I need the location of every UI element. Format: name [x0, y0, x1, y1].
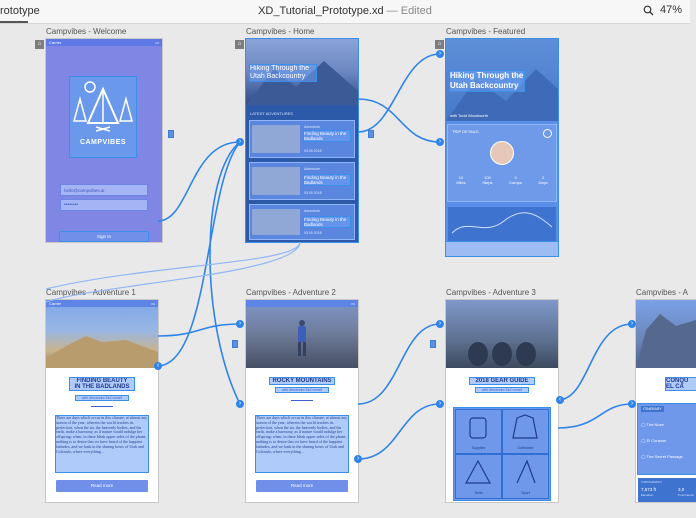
stat-item: 100 Steps: [482, 175, 493, 185]
pin-icon: ◯: [641, 438, 646, 443]
wire-handle[interactable]: ‹: [154, 362, 162, 370]
hero-heading: Hiking Through the Utah Backcountry: [250, 65, 316, 81]
prominence-value: 3,0: [678, 487, 685, 492]
wire-handle[interactable]: ‹: [556, 396, 564, 404]
flow-link-badge[interactable]: [430, 340, 436, 348]
wire-home-adv2: [158, 142, 240, 366]
card-tag: Adventure: [304, 167, 320, 171]
wire-adv3-adv4: [558, 404, 632, 428]
adventure-heading: ROCKY MOUNTAINS: [270, 378, 334, 384]
featured-heading: Hiking Through the Utah Backcountry: [450, 71, 524, 90]
read-more-button[interactable]: Read more: [256, 480, 348, 492]
prototype-wires: [0, 24, 690, 518]
battery-icon: ▭: [151, 301, 155, 306]
wire-home-adv1: [210, 142, 240, 404]
artboard-title-adventure-4[interactable]: Campvibes - A: [636, 288, 689, 297]
stat-item: 10 Miles: [456, 175, 466, 185]
wire-featured-back: [358, 99, 440, 142]
home-icon[interactable]: ⌂: [235, 40, 244, 49]
battery-icon: ▭: [351, 301, 355, 306]
wire-home-back: [46, 242, 300, 289]
latest-adventures-label: LATEST ADVENTURES: [250, 111, 293, 116]
carrier-label: Carrier: [49, 301, 62, 306]
prominence-label: Prominence: [678, 493, 695, 497]
active-mode-underline: [0, 21, 28, 23]
gear-label: Supplies: [471, 446, 486, 450]
app-toolbar: [0, 0, 690, 24]
itinerary-stop[interactable]: ◯ The Secret Passage: [641, 454, 683, 459]
wire-handle[interactable]: ›: [236, 138, 244, 146]
card-date: 03.09.2018: [304, 149, 322, 153]
pin-icon: ◯: [641, 454, 646, 459]
wire-home-back-2: [46, 242, 300, 302]
artboard-title-adventure-1[interactable]: Campvibes - Adventure 1: [46, 288, 136, 297]
search-icon[interactable]: [643, 5, 654, 16]
gear-label: Outerwear: [517, 446, 534, 450]
home-icon[interactable]: ⌂: [435, 40, 444, 49]
topography-label: TOPOGRAPHY: [641, 480, 663, 484]
carrier-label: Carrier: [49, 40, 62, 45]
wire-handle[interactable]: ›: [436, 50, 444, 58]
wire-handle[interactable]: ›: [436, 400, 444, 408]
wire-adv2-readmore: [358, 404, 440, 459]
wire-adv2-adv3: [358, 324, 440, 404]
trip-details-label: TRIP DETAILS: [452, 129, 479, 134]
card-date: 03.09.2018: [304, 231, 322, 235]
gear-label: Tents: [474, 491, 483, 495]
flow-link-badge[interactable]: [232, 340, 238, 348]
artboard-title-home[interactable]: Campvibes - Home: [246, 27, 315, 36]
artboard-title-adventure-2[interactable]: Campvibes - Adventure 2: [246, 288, 336, 297]
zoom-control[interactable]: [643, 4, 682, 16]
email-field[interactable]: hello@campvibes.ai: [60, 184, 148, 196]
artboard-title-welcome[interactable]: Campvibes - Welcome: [46, 27, 127, 36]
elevation-value: 7,573 ft: [641, 487, 657, 492]
design-canvas[interactable]: [0, 24, 695, 518]
author-label: with Alexandra McConnell: [76, 396, 128, 400]
heading-line: IN THE BADLANDS: [74, 384, 130, 390]
password-field[interactable]: ••••••••: [60, 199, 148, 211]
article-body: There are days which occur in this climate, at almost any season of the year, wherein the world reaches its perfection, when the air, the heavenly bodies, and the earth, make a harmony, as if nature would indulge her offspring; when, in these bleak upper sides of the planet, nothing is to desire that we have heard of the happiest latitudes, and we bask in the shining hours of Utah and Colorado, where everything...: [56, 416, 148, 472]
card-title: Finding Beauty in the Badlands: [304, 217, 350, 227]
wire-handle[interactable]: ›: [628, 400, 636, 408]
heading-line: FINDING BEAUTY: [76, 378, 128, 384]
zoom-level[interactable]: 47%: [659, 4, 682, 16]
edited-status: — Edited: [386, 5, 432, 17]
logo-wordmark: CAMPVIBES: [79, 139, 127, 146]
wire-handle[interactable]: ›: [236, 320, 244, 328]
home-icon[interactable]: ⌂: [35, 40, 44, 49]
wire-handle[interactable]: ›: [436, 320, 444, 328]
author-label: with Alexandra McConnell: [476, 388, 528, 392]
article-body: There are days which occur in this climate, at almost any season of the year, wherein the world reaches its perfection, when the air, the heavenly bodies, and the earth, make a harmony, as if nature would indulge her offspring; when, in these bleak upper sides of the planet, nothing is to desire that we have heard of the happiest latitudes, and we bask in the shining hours of Utah and Colorado, where everything...: [256, 416, 348, 472]
card-tag: Adventure: [304, 125, 320, 129]
wire-handle[interactable]: ›: [236, 400, 244, 408]
adventure-heading: CONQU EL CA: [666, 378, 696, 390]
author-label: with Alexandra McConnell: [276, 388, 328, 392]
document-title: [250, 5, 440, 17]
card-title: Finding Beauty in the Badlands: [304, 175, 350, 185]
wire-welcome-home: [158, 142, 240, 221]
pin-icon: ◯: [641, 422, 646, 427]
itinerary-stop[interactable]: ◯ El Corazon: [641, 438, 667, 443]
stat-item: 3 Camps: [509, 175, 522, 185]
card-tag: Adventure: [304, 209, 320, 213]
battery-icon: ▭: [155, 40, 159, 45]
prototype-mode-tab[interactable]: rototype: [0, 5, 40, 17]
wire-handle[interactable]: ›: [628, 320, 636, 328]
author-label: with Todd Woodworth: [450, 113, 489, 118]
stat-item: 2 Days: [538, 175, 548, 185]
artboard-title-adventure-3[interactable]: Campvibes - Adventure 3: [446, 288, 536, 297]
sign-in-button[interactable]: Sign In: [60, 232, 148, 241]
wire-adv1-adv2: [158, 324, 240, 336]
wire-handle[interactable]: ›: [354, 455, 362, 463]
read-more-button[interactable]: Read more: [56, 480, 148, 492]
document-name: XD_Tutorial_Prototype.xd: [258, 5, 384, 17]
wire-handle[interactable]: ›: [436, 138, 444, 146]
itinerary-stop[interactable]: ◯ The Nose: [641, 422, 664, 427]
itinerary-label: ITINERARY: [643, 407, 662, 411]
elevation-label: Elevation: [641, 493, 654, 497]
wire-adv3-adv4-b: [558, 324, 632, 400]
card-title: Finding Beauty in the Badlands: [304, 131, 350, 141]
artboard-title-featured[interactable]: Campvibes - Featured: [446, 27, 526, 36]
gear-label: Sport: [521, 491, 530, 495]
adventure-heading: 2018 GEAR GUIDE: [470, 378, 534, 384]
card-date: 03.09.2018: [304, 191, 322, 195]
